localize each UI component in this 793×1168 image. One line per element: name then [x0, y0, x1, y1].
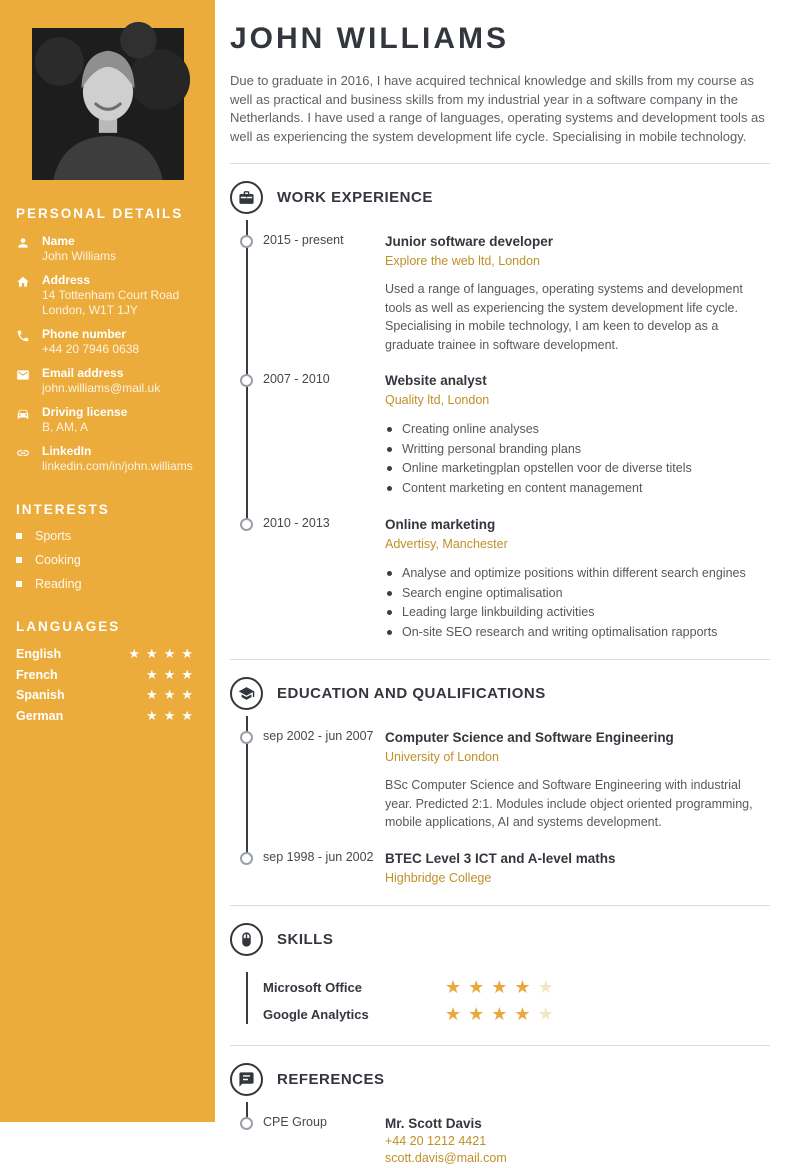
skill-rating — [445, 977, 770, 998]
personal-label: Email address — [42, 366, 124, 380]
entry-title: Online marketing — [385, 517, 496, 532]
star-icon: ★ — [163, 646, 176, 662]
section-header — [230, 677, 770, 710]
bullet-item: Writting personal branding plans — [385, 440, 770, 459]
star-icon: ★ — [128, 646, 141, 662]
language-rating — [140, 686, 193, 704]
sidebar — [0, 0, 215, 1122]
entry-title: Junior software developer — [385, 234, 554, 249]
reference-phone: +44 20 1212 4421 — [385, 1133, 487, 1148]
section-title: SKILLS — [277, 930, 334, 948]
interest-label: Reading — [35, 577, 82, 591]
skill-row — [263, 974, 770, 1001]
section-skills — [230, 923, 770, 1028]
star-icon: ★ — [514, 1003, 531, 1024]
star-icon: ★ — [146, 707, 158, 723]
reference-name: Mr. Scott Davis — [385, 1115, 482, 1131]
personal-value: B, AM, A — [42, 420, 89, 434]
section-header — [230, 1063, 770, 1096]
entry-company: Advertisy, Manchester — [385, 537, 508, 551]
main-content — [215, 0, 793, 1168]
entry-company: Quality ltd, London — [385, 393, 490, 407]
entry-description: Used a range of languages, operating systems and development tools as well as experiencing the system development life cycle. Specialising in mobile technology, I am keen to develop as a graduate trainee in software development. — [385, 282, 743, 352]
interest-item — [0, 553, 215, 567]
personal-item-address — [0, 273, 215, 318]
skill-name: Google Analytics — [263, 1006, 369, 1022]
star-icon: ★ — [181, 687, 193, 703]
profile-summary: Due to graduate in 2016, I have acquired technical knowledge and skills from my course as well as practical and business skills from my industrial year in a software company in the Netherlands. I have used a range of languages, operating systems and development tools as well as experiencing the system development life cycle. Specialising in mobile technology. — [230, 73, 765, 144]
section-header — [230, 181, 770, 214]
education-entry — [263, 728, 770, 832]
skill-name: Microsoft Office — [263, 979, 362, 995]
interest-label: Sports — [35, 529, 72, 543]
divider — [230, 1045, 770, 1046]
briefcase-icon — [230, 181, 263, 214]
personal-item-linkedin — [0, 444, 215, 474]
portrait-placeholder — [32, 28, 184, 180]
star-icon: ★ — [468, 976, 485, 997]
personal-value: London, W1T 1JY — [42, 303, 138, 317]
entry-date: 2010 - 2013 — [263, 516, 330, 530]
phone-icon — [16, 329, 30, 343]
work-entry — [263, 515, 770, 642]
entry-title: Website analyst — [385, 373, 487, 388]
personal-item-phone — [0, 327, 215, 357]
bullet-item: Search engine optimalisation — [385, 584, 770, 603]
education-entry — [263, 849, 770, 888]
interest-item — [0, 529, 215, 543]
language-row — [0, 706, 215, 727]
interest-label: Cooking — [35, 553, 81, 567]
entry-bullet-list — [385, 420, 770, 498]
section-work-experience — [230, 181, 770, 642]
star-icon: ★ — [146, 646, 158, 662]
entry-date: sep 2002 - jun 2007 — [263, 729, 374, 743]
star-icon: ★ — [181, 666, 193, 682]
home-icon — [16, 275, 30, 289]
star-icon: ★ — [163, 707, 176, 723]
language-rating — [140, 666, 193, 684]
skill-row — [263, 1001, 770, 1028]
star-icon: ★ — [163, 666, 176, 682]
skill-rating — [445, 1004, 770, 1025]
bullet-item: Creating online analyses — [385, 420, 770, 439]
divider — [230, 163, 770, 164]
star-icon: ★ — [468, 1003, 485, 1024]
star-icon: ★ — [445, 976, 462, 997]
language-row — [0, 685, 215, 706]
personal-value: john.williams@mail.uk — [42, 381, 161, 395]
section-education — [230, 677, 770, 888]
personal-item-driving-license — [0, 405, 215, 435]
speech-bubble-icon — [230, 1063, 263, 1096]
bullet-item: On-site SEO research and writing optimalisation rapports — [385, 623, 770, 642]
star-icon: ★ — [537, 1003, 554, 1024]
square-bullet-icon — [16, 533, 22, 539]
star-icon: ★ — [163, 687, 176, 703]
graduation-cap-icon — [230, 677, 263, 710]
square-bullet-icon — [16, 581, 22, 587]
work-entry — [263, 232, 770, 354]
interest-item — [0, 577, 215, 591]
language-name: English — [16, 647, 62, 662]
personal-item-name — [0, 234, 215, 264]
language-name: Spanish — [16, 688, 65, 703]
entry-title: Computer Science and Software Engineering — [385, 730, 674, 745]
reference-entry — [263, 1114, 770, 1168]
entry-school: Highbridge College — [385, 870, 492, 885]
entry-bullet-list — [385, 564, 770, 642]
work-entry — [263, 371, 770, 498]
language-rating — [122, 645, 193, 663]
languages-heading: LANGUAGES — [16, 619, 121, 634]
personal-label: Driving license — [42, 405, 128, 419]
personal-value: 14 Tottenham Court Road — [42, 288, 180, 302]
star-icon: ★ — [491, 1003, 508, 1024]
language-row — [0, 644, 215, 665]
section-title: REFERENCES — [277, 1070, 385, 1088]
personal-value: linkedin.com/in/john.williams — [42, 459, 193, 473]
star-icon: ★ — [537, 976, 554, 997]
bullet-item: Content marketing en content management — [385, 479, 770, 498]
personal-value: +44 20 7946 0638 — [42, 342, 140, 356]
car-icon — [16, 407, 30, 421]
link-icon — [16, 446, 30, 460]
language-name: German — [16, 708, 64, 723]
star-icon: ★ — [146, 687, 158, 703]
entry-school: University of London — [385, 750, 499, 764]
personal-value: John Williams — [42, 249, 117, 263]
reference-company: CPE Group — [263, 1114, 327, 1129]
language-rating — [140, 707, 193, 725]
personal-details-heading: PERSONAL DETAILS — [16, 206, 184, 221]
entry-date: 2007 - 2010 — [263, 372, 330, 386]
bullet-item: Analyse and optimize positions within different search engines — [385, 564, 770, 583]
star-icon: ★ — [491, 976, 508, 997]
interests-heading: INTERESTS — [16, 502, 110, 517]
bullet-item: Leading large linkbuilding activities — [385, 603, 770, 622]
star-icon: ★ — [514, 976, 531, 997]
personal-label: LinkedIn — [42, 444, 92, 458]
language-row — [0, 665, 215, 686]
square-bullet-icon — [16, 557, 22, 563]
language-name: French — [16, 667, 58, 682]
profile-photo — [32, 28, 184, 180]
section-header — [230, 923, 770, 956]
mouse-icon — [230, 923, 263, 956]
bullet-item: Online marketingplan opstellen voor de diverse titels — [385, 459, 770, 478]
entry-title: BTEC Level 3 ICT and A-level maths — [385, 850, 616, 866]
section-title: WORK EXPERIENCE — [277, 189, 433, 206]
personal-label: Name — [42, 234, 75, 248]
personal-item-email — [0, 366, 215, 396]
section-title: EDUCATION AND QUALIFICATIONS — [277, 685, 546, 702]
divider — [230, 905, 770, 906]
star-icon: ★ — [181, 707, 193, 723]
star-icon: ★ — [146, 666, 158, 682]
envelope-icon — [16, 368, 30, 382]
entry-date: sep 1998 - jun 2002 — [263, 849, 374, 864]
section-references — [230, 1063, 770, 1168]
entry-date: 2015 - present — [263, 233, 344, 247]
star-icon: ★ — [181, 646, 193, 662]
entry-description: BSc Computer Science and Software Engineering with industrial year. Predicted 2:1. Modules include object oriented programming, mobile applications, AI and systems development. — [385, 778, 753, 829]
reference-email: scott.davis@mail.com — [385, 1151, 507, 1165]
person-icon — [16, 236, 30, 250]
personal-label: Phone number — [42, 327, 127, 341]
personal-label: Address — [42, 273, 91, 287]
entry-company: Explore the web ltd, London — [385, 254, 540, 268]
star-icon: ★ — [445, 1003, 462, 1024]
divider — [230, 659, 770, 660]
page-title: JOHN WILLIAMS — [230, 22, 509, 55]
